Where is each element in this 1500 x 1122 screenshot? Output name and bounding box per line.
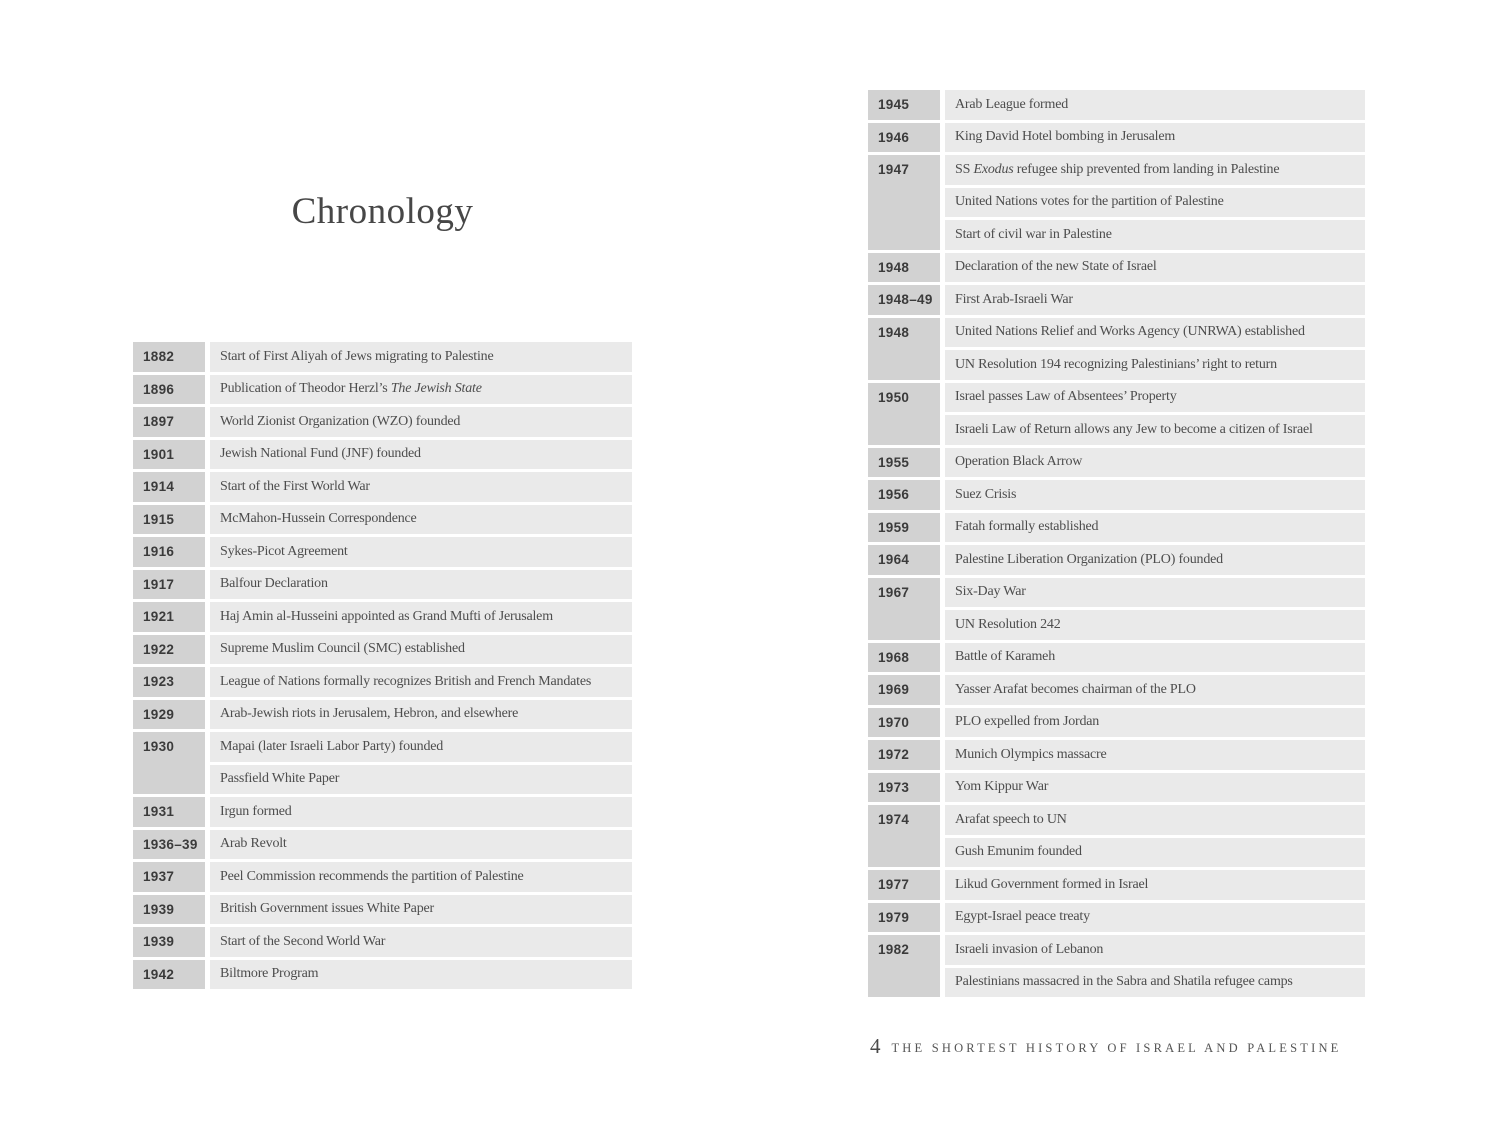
event-list bbox=[210, 505, 632, 535]
timeline-table-right bbox=[868, 90, 1365, 1000]
event-list bbox=[210, 862, 632, 892]
timeline-entry bbox=[133, 862, 632, 892]
year-cell: 1896 bbox=[133, 375, 205, 405]
year-cell: 1950 bbox=[868, 383, 940, 445]
timeline-entry bbox=[133, 602, 632, 632]
event-list bbox=[945, 513, 1365, 543]
event-list bbox=[945, 578, 1365, 640]
event-cell: Palestinians massacred in the Sabra and Shatila refugee camps bbox=[945, 968, 1365, 998]
timeline-entry bbox=[133, 927, 632, 957]
event-cell: Irgun formed bbox=[210, 797, 632, 827]
event-list bbox=[945, 773, 1365, 803]
event-list bbox=[945, 253, 1365, 283]
event-cell: PLO expelled from Jordan bbox=[945, 708, 1365, 738]
event-list bbox=[945, 708, 1365, 738]
event-cell: Israel passes Law of Absentees’ Property bbox=[945, 383, 1365, 413]
year-cell: 1916 bbox=[133, 537, 205, 567]
timeline-entry bbox=[868, 740, 1365, 770]
event-cell: Arab-Jewish riots in Jerusalem, Hebron, and elsewhere bbox=[210, 700, 632, 730]
year-cell: 1942 bbox=[133, 960, 205, 990]
event-cell: Start of the First World War bbox=[210, 472, 632, 502]
timeline-entry bbox=[868, 513, 1365, 543]
event-cell: Supreme Muslim Council (SMC) established bbox=[210, 635, 632, 665]
timeline-entry bbox=[868, 578, 1365, 640]
timeline-entry bbox=[868, 643, 1365, 673]
event-cell: Palestine Liberation Organization (PLO) founded bbox=[945, 545, 1365, 575]
event-cell: Suez Crisis bbox=[945, 480, 1365, 510]
timeline-entry bbox=[868, 155, 1365, 250]
event-list bbox=[210, 700, 632, 730]
timeline-entry bbox=[868, 935, 1365, 997]
event-cell: King David Hotel bombing in Jerusalem bbox=[945, 123, 1365, 153]
timeline-entry bbox=[133, 700, 632, 730]
event-list bbox=[945, 123, 1365, 153]
event-cell: Declaration of the new State of Israel bbox=[945, 253, 1365, 283]
year-cell: 1947 bbox=[868, 155, 940, 250]
event-cell: SS Exodus refugee ship prevented from landing in Palestine bbox=[945, 155, 1365, 185]
year-cell: 1968 bbox=[868, 643, 940, 673]
event-list bbox=[210, 732, 632, 794]
event-list bbox=[945, 643, 1365, 673]
year-cell: 1970 bbox=[868, 708, 940, 738]
event-cell: Arab Revolt bbox=[210, 830, 632, 860]
timeline-entry bbox=[133, 635, 632, 665]
year-cell: 1923 bbox=[133, 667, 205, 697]
event-cell: UN Resolution 194 recognizing Palestinians’ right to return bbox=[945, 350, 1365, 380]
year-cell: 1959 bbox=[868, 513, 940, 543]
timeline-entry bbox=[868, 545, 1365, 575]
event-list bbox=[210, 537, 632, 567]
event-list bbox=[945, 675, 1365, 705]
event-list bbox=[945, 805, 1365, 867]
event-list bbox=[210, 830, 632, 860]
event-list bbox=[210, 570, 632, 600]
event-cell: United Nations votes for the partition of Palestine bbox=[945, 188, 1365, 218]
timeline-entry bbox=[868, 675, 1365, 705]
year-cell: 1948 bbox=[868, 253, 940, 283]
year-cell: 1945 bbox=[868, 90, 940, 120]
timeline-entry bbox=[133, 440, 632, 470]
timeline-entry bbox=[868, 805, 1365, 867]
timeline-entry bbox=[868, 318, 1365, 380]
timeline-entry bbox=[868, 448, 1365, 478]
timeline-entry bbox=[868, 383, 1365, 445]
timeline-entry bbox=[133, 895, 632, 925]
year-cell: 1948–49 bbox=[868, 285, 940, 315]
timeline-entry bbox=[868, 253, 1365, 283]
event-cell: Yasser Arafat becomes chairman of the PLO bbox=[945, 675, 1365, 705]
year-cell: 1937 bbox=[133, 862, 205, 892]
timeline-entry bbox=[133, 667, 632, 697]
year-cell: 1964 bbox=[868, 545, 940, 575]
timeline-entry bbox=[133, 342, 632, 372]
event-cell: Israeli Law of Return allows any Jew to become a citizen of Israel bbox=[945, 415, 1365, 445]
timeline-entry bbox=[133, 732, 632, 794]
timeline-entry bbox=[133, 797, 632, 827]
year-cell: 1936–39 bbox=[133, 830, 205, 860]
year-cell: 1929 bbox=[133, 700, 205, 730]
event-list bbox=[945, 903, 1365, 933]
event-cell: Battle of Karameh bbox=[945, 643, 1365, 673]
event-cell: Fatah formally established bbox=[945, 513, 1365, 543]
year-cell: 1974 bbox=[868, 805, 940, 867]
event-list bbox=[945, 870, 1365, 900]
year-cell: 1882 bbox=[133, 342, 205, 372]
event-cell: Publication of Theodor Herzl’s The Jewish State bbox=[210, 375, 632, 405]
timeline-entry bbox=[133, 830, 632, 860]
event-cell: Sykes-Picot Agreement bbox=[210, 537, 632, 567]
timeline-entry bbox=[133, 375, 632, 405]
event-cell: Gush Emunim founded bbox=[945, 838, 1365, 868]
event-cell: Biltmore Program bbox=[210, 960, 632, 990]
timeline-entry bbox=[133, 960, 632, 990]
event-cell: Operation Black Arrow bbox=[945, 448, 1365, 478]
event-list bbox=[210, 602, 632, 632]
event-cell: Peel Commission recommends the partition of Palestine bbox=[210, 862, 632, 892]
timeline-entry bbox=[133, 537, 632, 567]
timeline-entry bbox=[868, 285, 1365, 315]
year-cell: 1939 bbox=[133, 895, 205, 925]
event-cell: Balfour Declaration bbox=[210, 570, 632, 600]
timeline-entry bbox=[868, 480, 1365, 510]
event-cell: Start of First Aliyah of Jews migrating to Palestine bbox=[210, 342, 632, 372]
year-cell: 1956 bbox=[868, 480, 940, 510]
event-list bbox=[945, 480, 1365, 510]
event-cell: Passfield White Paper bbox=[210, 765, 632, 795]
event-cell: Start of the Second World War bbox=[210, 927, 632, 957]
event-list bbox=[210, 960, 632, 990]
event-list bbox=[945, 155, 1365, 250]
event-cell: Haj Amin al-Husseini appointed as Grand Mufti of Jerusalem bbox=[210, 602, 632, 632]
event-list bbox=[210, 342, 632, 372]
timeline-entry bbox=[868, 903, 1365, 933]
event-cell: Egypt-Israel peace treaty bbox=[945, 903, 1365, 933]
event-cell: Six-Day War bbox=[945, 578, 1365, 608]
year-cell: 1931 bbox=[133, 797, 205, 827]
year-cell: 1948 bbox=[868, 318, 940, 380]
timeline-entry bbox=[133, 407, 632, 437]
year-cell: 1939 bbox=[133, 927, 205, 957]
event-cell: League of Nations formally recognizes British and French Mandates bbox=[210, 667, 632, 697]
timeline-table-left bbox=[133, 342, 632, 992]
event-list bbox=[945, 740, 1365, 770]
event-cell: Arafat speech to UN bbox=[945, 805, 1365, 835]
year-cell: 1914 bbox=[133, 472, 205, 502]
page-footer bbox=[868, 1034, 1365, 1060]
event-list bbox=[210, 375, 632, 405]
event-cell: World Zionist Organization (WZO) founded bbox=[210, 407, 632, 437]
event-list bbox=[210, 407, 632, 437]
year-cell: 1977 bbox=[868, 870, 940, 900]
year-cell: 1982 bbox=[868, 935, 940, 997]
event-cell: Jewish National Fund (JNF) founded bbox=[210, 440, 632, 470]
event-list bbox=[945, 90, 1365, 120]
timeline-entry bbox=[133, 472, 632, 502]
timeline-entry bbox=[868, 90, 1365, 120]
page-title: Chronology bbox=[291, 191, 474, 232]
year-cell: 1946 bbox=[868, 123, 940, 153]
year-cell: 1921 bbox=[133, 602, 205, 632]
event-list bbox=[945, 318, 1365, 380]
event-list bbox=[210, 667, 632, 697]
year-cell: 1901 bbox=[133, 440, 205, 470]
event-list bbox=[210, 635, 632, 665]
year-cell: 1972 bbox=[868, 740, 940, 770]
year-cell: 1897 bbox=[133, 407, 205, 437]
event-cell: UN Resolution 242 bbox=[945, 610, 1365, 640]
event-list bbox=[210, 440, 632, 470]
event-cell: McMahon-Hussein Correspondence bbox=[210, 505, 632, 535]
event-list bbox=[210, 472, 632, 502]
timeline-entry bbox=[868, 708, 1365, 738]
event-list bbox=[210, 927, 632, 957]
page-number: 4 bbox=[870, 1034, 881, 1058]
running-title: THE SHORTEST HISTORY OF ISRAEL AND PALESTINE bbox=[891, 1041, 1342, 1055]
timeline-entry bbox=[133, 570, 632, 600]
event-cell: British Government issues White Paper bbox=[210, 895, 632, 925]
year-cell: 1979 bbox=[868, 903, 940, 933]
year-cell: 1969 bbox=[868, 675, 940, 705]
event-cell: Start of civil war in Palestine bbox=[945, 220, 1365, 250]
event-cell: Arab League formed bbox=[945, 90, 1365, 120]
event-list bbox=[945, 285, 1365, 315]
event-cell: Munich Olympics massacre bbox=[945, 740, 1365, 770]
event-list bbox=[945, 383, 1365, 445]
event-cell: United Nations Relief and Works Agency (UNRWA) established bbox=[945, 318, 1365, 348]
event-cell: Israeli invasion of Lebanon bbox=[945, 935, 1365, 965]
event-cell: Mapai (later Israeli Labor Party) founded bbox=[210, 732, 632, 762]
event-list bbox=[210, 895, 632, 925]
event-list bbox=[945, 935, 1365, 997]
timeline-entry bbox=[868, 870, 1365, 900]
year-cell: 1955 bbox=[868, 448, 940, 478]
event-cell: Yom Kippur War bbox=[945, 773, 1365, 803]
event-list bbox=[210, 797, 632, 827]
event-cell: Likud Government formed in Israel bbox=[945, 870, 1365, 900]
timeline-entry bbox=[868, 773, 1365, 803]
event-list bbox=[945, 545, 1365, 575]
year-cell: 1930 bbox=[133, 732, 205, 794]
timeline-entry bbox=[868, 123, 1365, 153]
year-cell: 1967 bbox=[868, 578, 940, 640]
year-cell: 1973 bbox=[868, 773, 940, 803]
event-cell: First Arab-Israeli War bbox=[945, 285, 1365, 315]
event-list bbox=[945, 448, 1365, 478]
year-cell: 1917 bbox=[133, 570, 205, 600]
timeline-entry bbox=[133, 505, 632, 535]
year-cell: 1922 bbox=[133, 635, 205, 665]
year-cell: 1915 bbox=[133, 505, 205, 535]
